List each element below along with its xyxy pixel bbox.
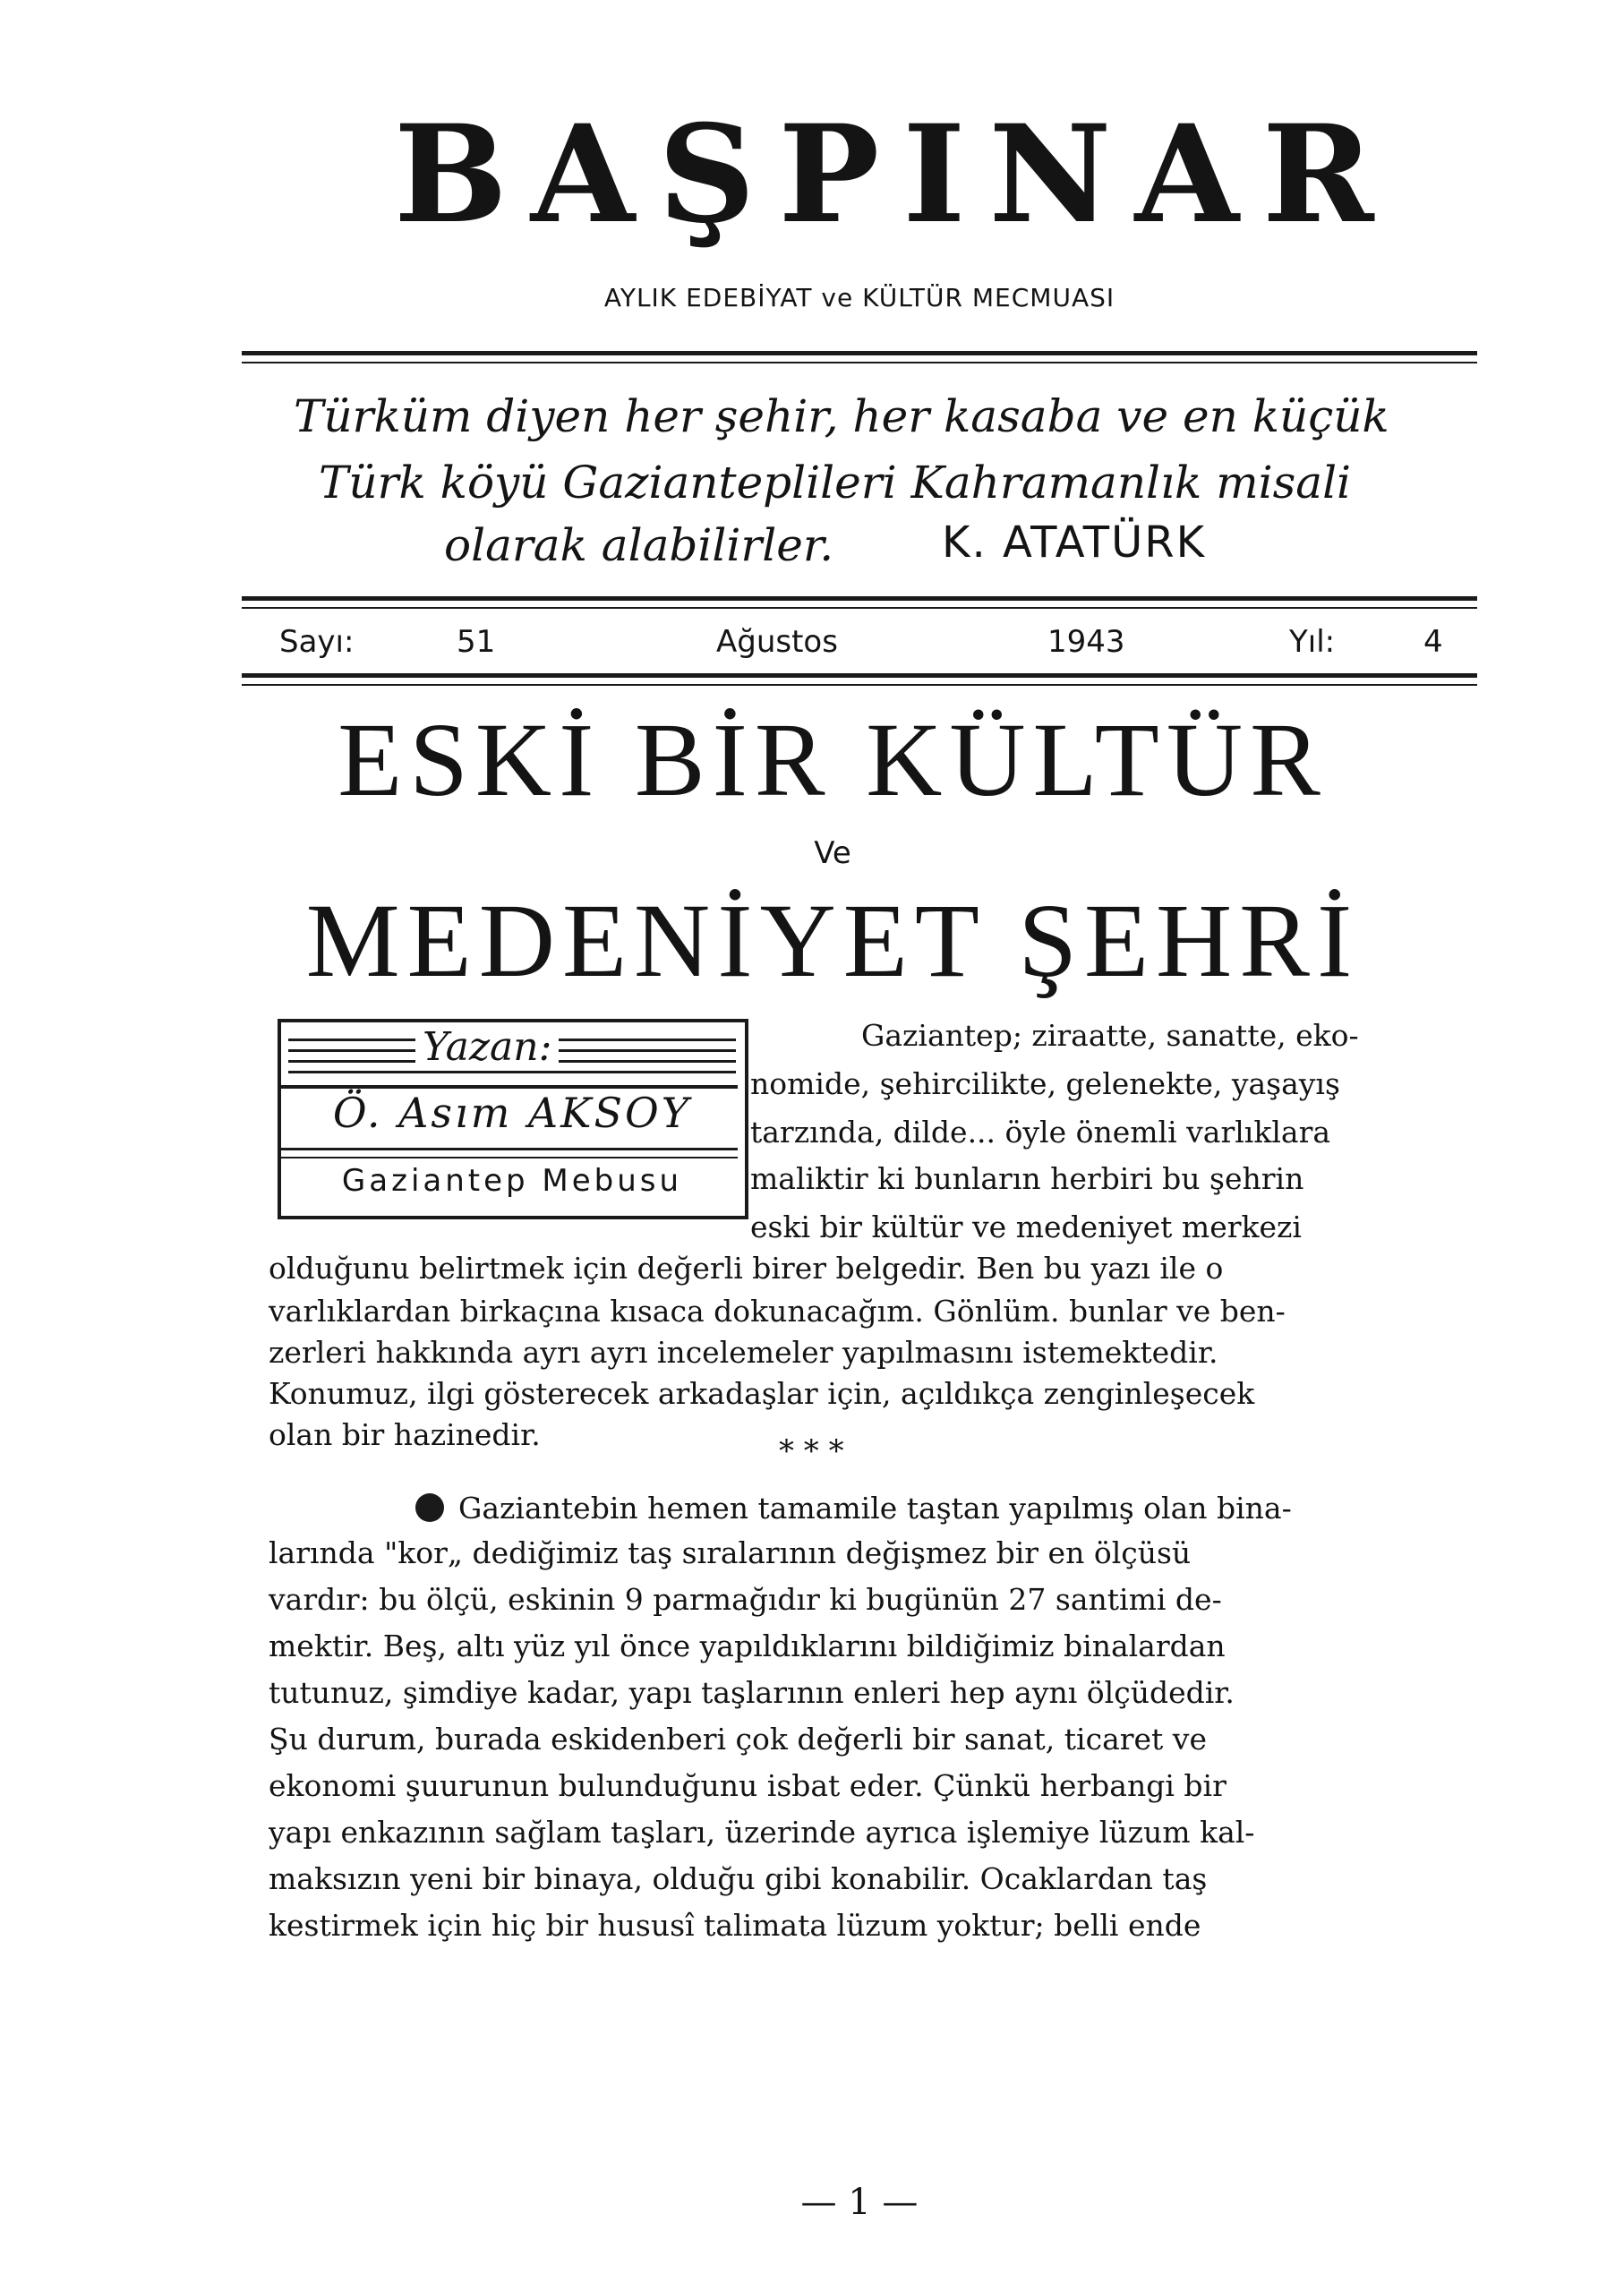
rule-bottom-2	[242, 684, 1477, 686]
paragraph-line: ekonomi şuurunun bulunduğunu isbat eder. Çünkü herbangi bir	[269, 1768, 1227, 1803]
issue-volume-label: Yıl:	[1289, 624, 1336, 660]
masthead-title: BAŞPINAR	[394, 96, 1397, 253]
byline-title: Gaziantep Mebusu	[341, 1163, 683, 1199]
headline-line-2: MEDENİYET ŞEHRİ	[305, 882, 1360, 999]
intro-line: olan bir hazinedir.	[269, 1417, 541, 1452]
byline-rule	[288, 1071, 736, 1073]
intro-line: zerleri hakkında ayrı ayrı incelemeler yapılmasını istemektedir.	[269, 1335, 1218, 1370]
paragraph-line: yapı enkazının sağlam taşları, üzerinde ayrıca işlemiye lüzum kal-	[269, 1815, 1255, 1850]
paragraph-line: Gaziantebin hemen tamamile taştan yapılmış olan bina-	[458, 1491, 1292, 1526]
quote-line-3: olarak alabilirler.	[444, 519, 834, 571]
quote-line-1: Türküm diyen her şehir, her kasaba ve en küçük	[294, 390, 1389, 442]
headline-line-1: ESKİ BİR KÜLTÜR	[338, 701, 1328, 818]
paragraph-line: larında "kor„ dediğimiz taş sıralarının değişmez bir en ölçüsü	[269, 1535, 1192, 1570]
intro-column-line: tarzında, dilde... öyle önemli varlıklara	[750, 1115, 1331, 1150]
masthead-subtitle: AYLIK EDEBİYAT ve KÜLTÜR MECMUASI	[603, 283, 1115, 312]
byline-label: Yazan:	[415, 1028, 559, 1067]
paragraph-line: maksızın yeni bir binaya, olduğu gibi konabilir. Ocaklardan taş	[269, 1861, 1208, 1896]
intro-line: Konumuz, ilgi gösterecek arkadaşlar için, açıldıkça zenginleşecek	[269, 1376, 1255, 1411]
byline-rule	[281, 1157, 738, 1158]
intro-column-line: nomide, şehircilikte, gelenekte, yaşayış	[750, 1066, 1340, 1101]
headline-connector: Ve	[814, 835, 851, 871]
paragraph-line: vardır: bu ölçü, eskinin 9 parmağıdır ki bugünün 27 santimi de-	[269, 1582, 1222, 1617]
issue-month: Ağustos	[716, 624, 838, 660]
intro-line: varlıklardan birkaçına kısaca dokunacağım. Gönlüm. bunlar ve ben-	[269, 1294, 1286, 1329]
intro-column-line: maliktir ki bunların herbiri bu şehrin	[750, 1161, 1304, 1196]
section-mark: * * *	[779, 1433, 844, 1469]
paragraph-line: Şu durum, burada eskidenberi çok değerli bir sanat, ticaret ve	[269, 1722, 1207, 1757]
byline-rule	[281, 1148, 738, 1150]
paragraph-line: kestirmek için hiç bir hususî talimata lüzum yoktur; belli ende	[269, 1908, 1201, 1943]
issue-number: 51	[457, 624, 496, 660]
page-number: — 1 —	[800, 2182, 919, 2223]
intro-line: olduğunu belirtmek için değerli birer belgedir. Ben bu yazı ile o	[269, 1251, 1224, 1286]
issue-volume: 4	[1423, 624, 1443, 660]
quote-author: K. ATATÜRK	[942, 517, 1207, 568]
paragraph-line: mektir. Beş, altı yüz yıl önce yapıldıklarını bildiğimiz binalardan	[269, 1629, 1226, 1663]
bullet-dot	[415, 1493, 444, 1522]
rule-mid-1	[242, 596, 1477, 601]
paragraph-line: tutunuz, şimdiye kadar, yapı taşlarının enleri hep aynı ölçüdedir.	[269, 1675, 1235, 1710]
issue-number-label: Sayı:	[279, 624, 355, 660]
byline-box	[278, 1019, 748, 1219]
rule-mid-2	[242, 607, 1477, 609]
rule-top-1	[242, 351, 1477, 355]
byline-author: Ö. Asım AKSOY	[332, 1089, 692, 1137]
quote-line-2: Türk köyü Gazianteplileri Kahramanlık misali	[319, 457, 1352, 509]
issue-year: 1943	[1047, 624, 1125, 660]
intro-column-line: Gaziantep; ziraatte, sanatte, eko-	[861, 1018, 1359, 1053]
rule-bottom-1	[242, 673, 1477, 678]
intro-column-line: eski bir kültür ve medeniyet merkezi	[750, 1210, 1302, 1244]
rule-top-2	[242, 362, 1477, 363]
